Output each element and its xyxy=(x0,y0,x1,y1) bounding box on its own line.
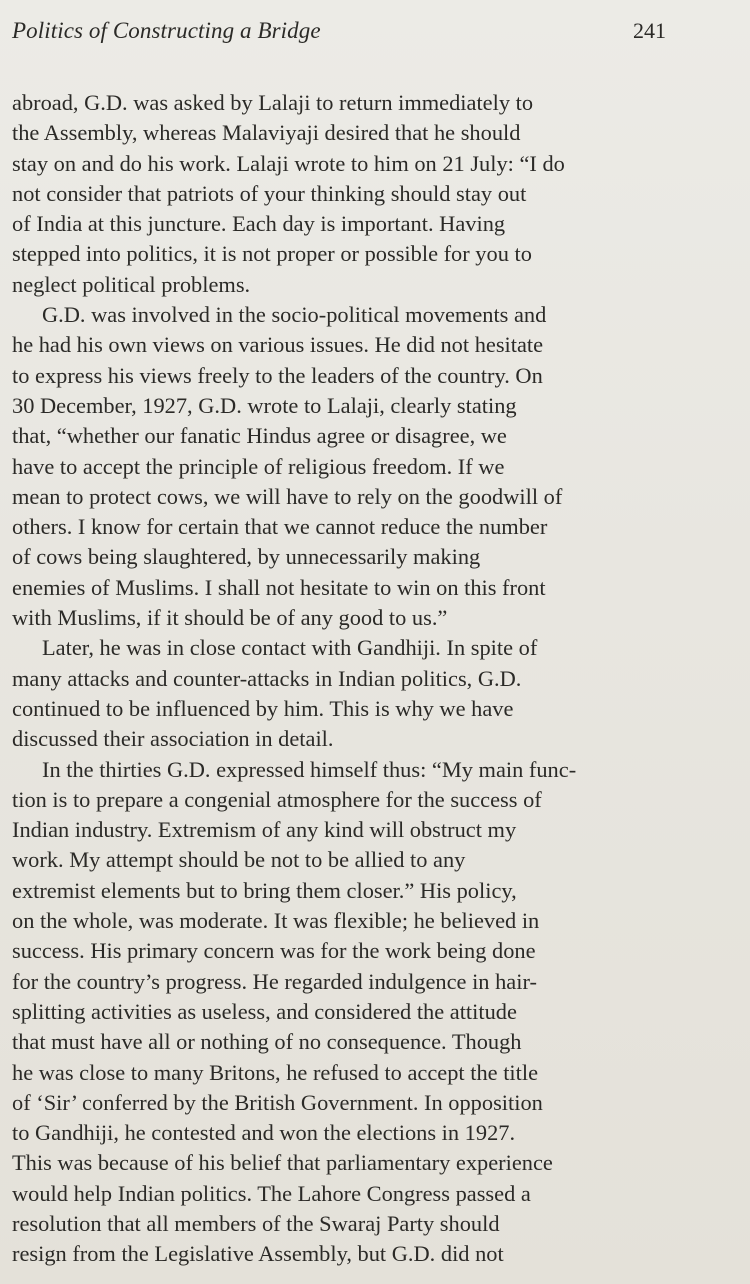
text-line: tion is to prepare a congenial atmosphere for the success of xyxy=(12,786,542,812)
text-line: would help Indian politics. The Lahore Congress passed a xyxy=(12,1180,531,1206)
text-line: discussed their association in detail. xyxy=(12,726,334,752)
text-line: he had his own views on various issues. He did not hesitate xyxy=(12,332,544,358)
text-line: the Assembly, whereas Malaviyaji desired that he should xyxy=(12,120,521,146)
text-line: that must have all or nothing of no consequence. Though xyxy=(12,1029,522,1055)
text-line: enemies of Muslims. I shall not hesitate to win on this front xyxy=(12,574,546,600)
text-line: This was because of his belief that parliamentary experience xyxy=(12,1150,553,1176)
text-line: resign from the Legislative Assembly, but G.D. did not xyxy=(12,1241,504,1267)
text-line: Later, he was in close contact with Gandhiji. In spite of xyxy=(42,635,538,661)
text-line: G.D. was involved in the socio-political movements and xyxy=(42,302,547,328)
text-line: In the thirties G.D. expressed himself thus: “My main func- xyxy=(42,756,577,782)
text-line: continued to be influenced by him. This is why we have xyxy=(12,695,514,721)
text-line: success. His primary concern was for the work being done xyxy=(12,938,536,964)
text-line: abroad, G.D. was asked by Lalaji to return immediately to xyxy=(12,90,534,115)
text-line: to express his views freely to the leaders of the country. On xyxy=(12,362,543,388)
text-line: with Muslims, if it should be of any good to us.” xyxy=(12,605,448,631)
page-number: 241 xyxy=(633,18,666,43)
text-line: others. I know for certain that we cannot reduce the number xyxy=(12,514,548,540)
text-line: 30 December, 1927, G.D. wrote to Lalaji, clearly stating xyxy=(12,392,517,418)
body-text xyxy=(12,88,736,1270)
text-line: on the whole, was moderate. It was flexible; he believed in xyxy=(12,908,540,934)
text-line: for the country’s progress. He regarded indulgence in hair- xyxy=(12,968,537,994)
text-line: stay on and do his work. Lalaji wrote to him on 21 July: “I do xyxy=(12,150,565,176)
text-line: mean to protect cows, we will have to rely on the goodwill of xyxy=(12,483,563,509)
text-line: that, “whether our fanatic Hindus agree or disagree, we xyxy=(12,423,507,449)
text-line: splitting activities as useless, and considered the attitude xyxy=(12,998,517,1024)
text-line: resolution that all members of the Swaraj Party should xyxy=(12,1210,500,1236)
text-line: not consider that patriots of your thinking should stay out xyxy=(12,180,527,206)
text-line: stepped into politics, it is not proper or possible for you to xyxy=(12,241,532,267)
text-line: he was close to many Britons, he refused to accept the title xyxy=(12,1059,539,1085)
running-title: Politics of Constructing a Bridge xyxy=(12,18,321,43)
text-line: work. My attempt should be not to be allied to any xyxy=(12,847,466,873)
text-line: of India at this juncture. Each day is important. Having xyxy=(12,211,506,237)
text-line: neglect political problems. xyxy=(12,271,251,297)
text-line: of cows being slaughtered, by unnecessarily making xyxy=(12,544,481,570)
text-line: extremist elements but to bring them closer.” His policy, xyxy=(12,877,517,903)
text-line: to Gandhiji, he contested and won the elections in 1927. xyxy=(12,1120,516,1146)
text-line: have to accept the principle of religious freedom. If we xyxy=(12,453,505,479)
text-line: many attacks and counter-attacks in Indian politics, G.D. xyxy=(12,665,522,691)
page-header xyxy=(12,18,736,58)
text-line: of ‘Sir’ conferred by the British Government. In opposition xyxy=(12,1089,543,1115)
text-line: Indian industry. Extremism of any kind will obstruct my xyxy=(12,817,517,843)
